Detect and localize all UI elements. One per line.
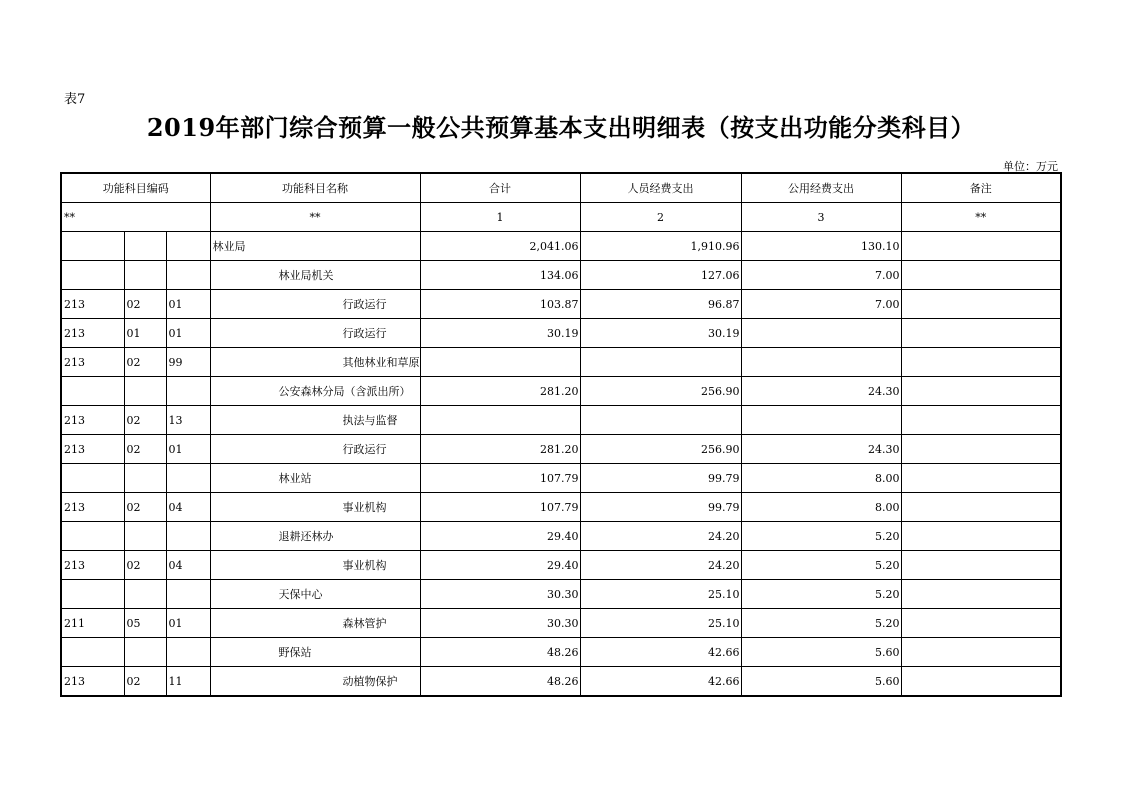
public-cell: 5.20	[741, 522, 901, 551]
personnel-cell: 42.66	[580, 667, 741, 697]
code-class-cell	[61, 232, 124, 261]
code-subitem-cell	[166, 261, 210, 290]
note-cell	[901, 290, 1061, 319]
header-note: 备注	[901, 173, 1061, 203]
total-cell: 103.87	[420, 290, 580, 319]
unit-label: 单位：万元	[1003, 160, 1058, 173]
header-total: 合计	[420, 173, 580, 203]
note-cell	[901, 261, 1061, 290]
code-item-cell: 02	[124, 493, 166, 522]
public-cell: 5.20	[741, 551, 901, 580]
personnel-cell: 24.20	[580, 522, 741, 551]
total-cell: 134.06	[420, 261, 580, 290]
expenditure-table	[60, 172, 1062, 697]
public-cell: 24.30	[741, 435, 901, 464]
code-item-cell	[124, 638, 166, 667]
note-cell	[901, 493, 1061, 522]
note-cell	[901, 464, 1061, 493]
total-cell: 29.40	[420, 551, 580, 580]
table-row	[61, 290, 1061, 319]
page-title: 2019年部门综合预算一般公共预算基本支出明细表（按支出功能分类科目）	[146, 113, 976, 142]
code-subitem-cell: 13	[166, 406, 210, 435]
code-class-cell: 213	[61, 551, 124, 580]
code-item-cell	[124, 261, 166, 290]
subject-name-cell: 执法与监督	[210, 406, 420, 435]
total-cell: 30.19	[420, 319, 580, 348]
public-cell: 24.30	[741, 377, 901, 406]
code-item-cell: 02	[124, 348, 166, 377]
code-item-cell: 02	[124, 435, 166, 464]
table-row	[61, 406, 1061, 435]
code-subitem-cell	[166, 464, 210, 493]
code-class-cell: 213	[61, 406, 124, 435]
public-cell: 5.60	[741, 667, 901, 697]
total-cell: 107.79	[420, 493, 580, 522]
subject-name-cell: 野保站	[210, 638, 420, 667]
code-subitem-cell: 11	[166, 667, 210, 697]
public-cell	[741, 348, 901, 377]
public-cell	[741, 406, 901, 435]
subject-name-cell: 退耕还林办	[210, 522, 420, 551]
code-class-cell: 213	[61, 348, 124, 377]
note-cell	[901, 435, 1061, 464]
subject-name-cell: 森林管护	[210, 609, 420, 638]
code-class-cell	[61, 377, 124, 406]
total-cell: 48.26	[420, 667, 580, 697]
note-cell	[901, 348, 1061, 377]
personnel-cell: 25.10	[580, 609, 741, 638]
personnel-cell	[580, 406, 741, 435]
public-cell: 5.20	[741, 609, 901, 638]
note-cell	[901, 522, 1061, 551]
code-item-cell: 02	[124, 551, 166, 580]
table-row	[61, 609, 1061, 638]
table-number: 表7	[64, 92, 86, 107]
subject-name-cell: 行政运行	[210, 435, 420, 464]
subject-name-cell: 动植物保护	[210, 667, 420, 697]
total-cell: 30.30	[420, 580, 580, 609]
code-class-cell	[61, 638, 124, 667]
code-subitem-cell	[166, 522, 210, 551]
index-public: 3	[741, 203, 901, 232]
code-class-cell: 213	[61, 667, 124, 697]
subject-name-cell: 林业局机关	[210, 261, 420, 290]
table-row	[61, 435, 1061, 464]
total-cell: 48.26	[420, 638, 580, 667]
index-total: 1	[420, 203, 580, 232]
code-subitem-cell	[166, 580, 210, 609]
note-cell	[901, 609, 1061, 638]
code-subitem-cell: 01	[166, 609, 210, 638]
personnel-cell: 25.10	[580, 580, 741, 609]
code-subitem-cell: 04	[166, 493, 210, 522]
personnel-cell: 99.79	[580, 493, 741, 522]
note-cell	[901, 232, 1061, 261]
code-class-cell: 213	[61, 290, 124, 319]
subject-name-cell: 林业站	[210, 464, 420, 493]
subject-name-cell: 事业机构	[210, 551, 420, 580]
total-cell: 281.20	[420, 377, 580, 406]
personnel-cell: 30.19	[580, 319, 741, 348]
code-item-cell: 02	[124, 290, 166, 319]
total-cell: 2,041.06	[420, 232, 580, 261]
code-subitem-cell: 99	[166, 348, 210, 377]
total-cell: 107.79	[420, 464, 580, 493]
code-item-cell: 05	[124, 609, 166, 638]
index-name: **	[210, 203, 420, 232]
code-subitem-cell	[166, 638, 210, 667]
public-cell: 8.00	[741, 464, 901, 493]
public-cell: 7.00	[741, 261, 901, 290]
table-row	[61, 319, 1061, 348]
total-cell: 30.30	[420, 609, 580, 638]
total-cell: 281.20	[420, 435, 580, 464]
public-cell: 5.20	[741, 580, 901, 609]
subject-name-cell: 行政运行	[210, 290, 420, 319]
personnel-cell: 256.90	[580, 435, 741, 464]
code-class-cell: 213	[61, 435, 124, 464]
code-item-cell	[124, 522, 166, 551]
subject-name-cell: 公安森林分局（含派出所）	[210, 377, 420, 406]
header-name: 功能科目名称	[210, 173, 420, 203]
header-public: 公用经费支出	[741, 173, 901, 203]
code-item-cell	[124, 377, 166, 406]
table-row	[61, 464, 1061, 493]
note-cell	[901, 319, 1061, 348]
subject-name-cell: 行政运行	[210, 319, 420, 348]
code-class-cell	[61, 261, 124, 290]
note-cell	[901, 667, 1061, 697]
public-cell: 130.10	[741, 232, 901, 261]
code-subitem-cell	[166, 232, 210, 261]
public-cell	[741, 319, 901, 348]
personnel-cell	[580, 348, 741, 377]
index-note: **	[901, 203, 1061, 232]
note-cell	[901, 638, 1061, 667]
code-class-cell	[61, 464, 124, 493]
note-cell	[901, 377, 1061, 406]
total-cell	[420, 348, 580, 377]
code-subitem-cell: 01	[166, 290, 210, 319]
table-row	[61, 580, 1061, 609]
public-cell: 7.00	[741, 290, 901, 319]
code-item-cell: 01	[124, 319, 166, 348]
total-cell	[420, 406, 580, 435]
index-personnel: 2	[580, 203, 741, 232]
code-subitem-cell	[166, 377, 210, 406]
table-row	[61, 638, 1061, 667]
personnel-cell: 1,910.96	[580, 232, 741, 261]
code-subitem-cell: 01	[166, 435, 210, 464]
subject-name-cell: 事业机构	[210, 493, 420, 522]
total-cell: 29.40	[420, 522, 580, 551]
table-row	[61, 348, 1061, 377]
subject-name-cell: 林业局	[210, 232, 420, 261]
personnel-cell: 96.87	[580, 290, 741, 319]
subject-name-cell: 其他林业和草原	[210, 348, 420, 377]
code-item-cell	[124, 580, 166, 609]
note-cell	[901, 551, 1061, 580]
index-code: **	[61, 203, 210, 232]
personnel-cell: 127.06	[580, 261, 741, 290]
table-row	[61, 232, 1061, 261]
subject-name-cell: 天保中心	[210, 580, 420, 609]
note-cell	[901, 580, 1061, 609]
personnel-cell: 24.20	[580, 551, 741, 580]
code-class-cell: 213	[61, 319, 124, 348]
table-row	[61, 551, 1061, 580]
code-class-cell	[61, 580, 124, 609]
code-item-cell	[124, 464, 166, 493]
code-item-cell: 02	[124, 667, 166, 697]
table-row	[61, 667, 1061, 697]
header-row	[61, 173, 1061, 203]
code-class-cell	[61, 522, 124, 551]
table-row	[61, 261, 1061, 290]
note-cell	[901, 406, 1061, 435]
personnel-cell: 256.90	[580, 377, 741, 406]
public-cell: 8.00	[741, 493, 901, 522]
personnel-cell: 42.66	[580, 638, 741, 667]
header-personnel: 人员经费支出	[580, 173, 741, 203]
table-row	[61, 522, 1061, 551]
code-class-cell: 211	[61, 609, 124, 638]
code-subitem-cell: 04	[166, 551, 210, 580]
table-row	[61, 377, 1061, 406]
table-row	[61, 493, 1061, 522]
code-item-cell	[124, 232, 166, 261]
code-class-cell: 213	[61, 493, 124, 522]
header-code: 功能科目编码	[61, 173, 210, 203]
personnel-cell: 99.79	[580, 464, 741, 493]
index-row	[61, 203, 1061, 232]
code-subitem-cell: 01	[166, 319, 210, 348]
public-cell: 5.60	[741, 638, 901, 667]
code-item-cell: 02	[124, 406, 166, 435]
